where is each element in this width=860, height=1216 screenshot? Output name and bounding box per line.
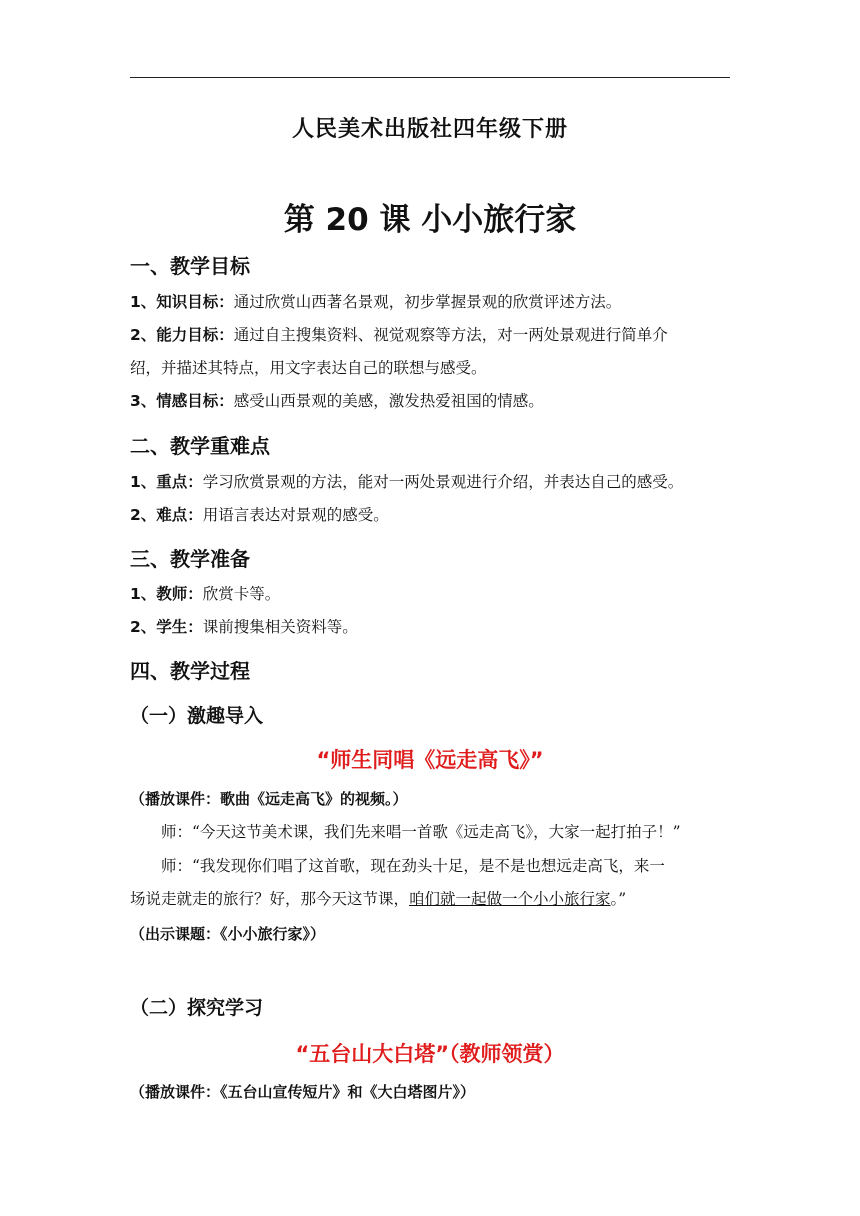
activity-title-main: “五台山大白塔” [295, 1042, 450, 1066]
courseware-note-2: （播放课件：《五台山宣传短片》和《大白塔图片》） [130, 1083, 476, 1101]
section-heading-goals: 一、教学目标 [130, 254, 250, 278]
speech-text: 场说走就走的旅行？好，那今天这节课， [130, 890, 410, 908]
key-point-item [130, 466, 735, 498]
item-text: 课前搜集相关资料等。 [202, 618, 358, 636]
item-text: 欣赏卡等。 [202, 585, 281, 603]
prep-item-student [130, 611, 735, 643]
item-text: 学习欣赏景观的方法，能对一两处景观进行介绍，并表达自己的感受。 [202, 473, 684, 491]
teacher-speech-1: 师：“今天这节美术课，我们先来唱一首歌《远走高飞》，大家一起打拍子！” [161, 823, 681, 841]
item-text: 绍，并描述其特点，用文字表达自己的联想与感受。 [130, 359, 487, 377]
teacher-speech-2-cont [130, 883, 735, 915]
goal-item-ability [130, 319, 735, 351]
header-rule [130, 77, 730, 78]
item-text: 通过自主搜集资料、视觉观察等方法，对一两处景观进行简单介 [233, 326, 668, 344]
activity-title-white-pagoda [130, 1038, 730, 1068]
item-label: 2、难点： [130, 506, 203, 524]
item-label: 1、知识目标： [130, 293, 234, 311]
goal-item-emotion [130, 385, 735, 417]
prep-item-teacher [130, 578, 735, 610]
item-text: 通过欣赏山西著名景观，初步掌握景观的欣赏评述方法。 [233, 293, 622, 311]
activity-title-paren: （教师领赏） [449, 1042, 565, 1066]
item-text: 用语言表达对景观的感受。 [202, 506, 389, 524]
subsection-heading-intro: （一）激趣导入 [130, 705, 264, 727]
item-label: 1、教师： [130, 585, 203, 603]
section-heading-process: 四、教学过程 [130, 659, 250, 683]
activity-title-song: “师生同唱《远走高飞》” [316, 748, 544, 772]
goal-item-knowledge [130, 286, 735, 318]
section-heading-key-points: 二、教学重难点 [130, 434, 270, 458]
lesson-title: 第 20 课 小小旅行家 [283, 202, 577, 238]
item-label: 2、学生： [130, 618, 203, 636]
difficult-point-item [130, 499, 735, 531]
item-label: 2、能力目标： [130, 326, 234, 344]
speech-underlined: 咱们就一起做一个小小旅行家 [409, 890, 611, 908]
topic-note: （出示课题：《小小旅行家》） [130, 925, 326, 943]
publisher-line: 人民美术出版社四年级下册 [291, 116, 568, 142]
subsection-heading-explore: （二）探究学习 [130, 997, 264, 1019]
item-label: 3、情感目标： [130, 392, 234, 410]
item-text: 感受山西景观的美感，激发热爱祖国的情感。 [233, 392, 544, 410]
teacher-speech-2: 师：“我发现你们唱了这首歌，现在劲头十足，是不是也想远走高飞，来一 [161, 857, 665, 875]
goal-item-ability-cont [130, 352, 735, 384]
courseware-note: （播放课件：歌曲《远走高飞》的视频。） [130, 790, 408, 808]
section-heading-preparation: 三、教学准备 [130, 547, 250, 571]
item-label: 1、重点： [130, 473, 203, 491]
speech-end: 。” [610, 890, 627, 908]
